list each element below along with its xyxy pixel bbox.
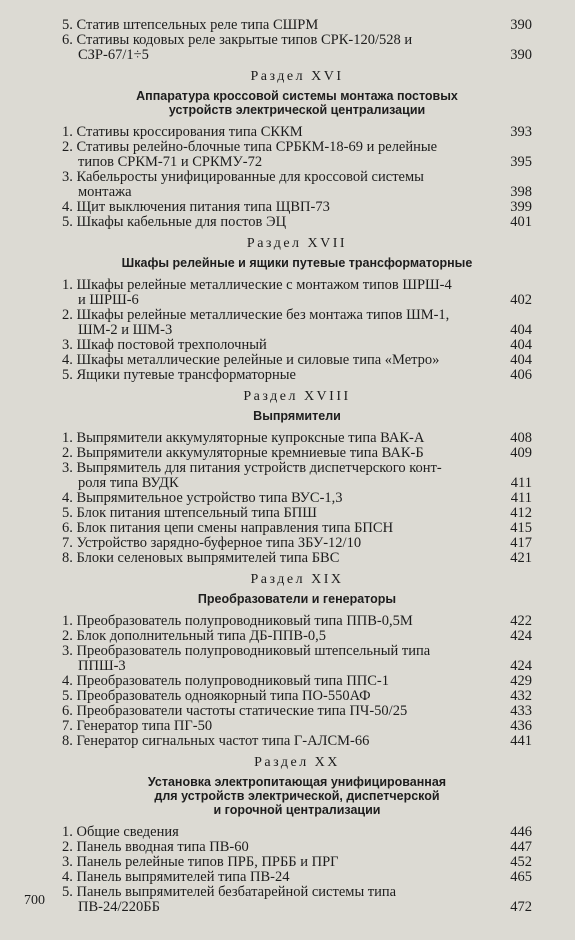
toc-entry-page: 399 — [510, 199, 532, 215]
toc-entry-title: 5. Шкафы кабельные для постов ЭЦ — [62, 214, 287, 230]
section-title-line: и горочной централизации — [213, 803, 381, 817]
toc-entry-title: 7. Генератор типа ПГ-50 — [62, 718, 213, 734]
toc-entry-page: 436 — [510, 718, 532, 734]
section-title — [62, 256, 532, 270]
toc-entry-title-continued: ПВ-24/220ББ — [78, 899, 160, 915]
toc-entry — [62, 536, 532, 551]
toc-entry-title: 1. Общие сведения — [62, 824, 179, 840]
toc-entry-title: 3. Панель релейные типов ПРБ, ПРББ и ПРГ — [62, 854, 339, 870]
toc-entry-title: 2. Шкафы релейные металлические без монтажа типов ШМ-1, — [62, 307, 450, 323]
section-title-line: Выпрямители — [253, 409, 341, 423]
toc-entry-page: 402 — [510, 292, 532, 308]
toc-entry-title: 5. Статив штепсельных реле типа СШРМ — [62, 17, 319, 33]
toc-entry-page: 424 — [510, 658, 532, 674]
toc-entry-title: 4. Панель выпрямителей типа ПВ-24 — [62, 869, 290, 885]
toc-entry — [62, 200, 532, 215]
toc-entry-title: 7. Устройство зарядно-буферное типа ЗБУ-12/10 — [62, 535, 362, 551]
section-heading: Раздел XVIII — [243, 389, 351, 404]
toc-entry — [62, 125, 532, 140]
toc-entry-title: 3. Выпрямитель для питания устройств диспетчерского конт- — [62, 460, 442, 476]
toc-entry-page: 417 — [510, 535, 532, 551]
toc-entry-page: 415 — [510, 520, 532, 536]
section-title — [62, 775, 532, 817]
toc-entry — [62, 885, 532, 915]
toc-entry-title: 1. Выпрямители аккумуляторные купроксные типа ВАК-А — [62, 430, 425, 446]
toc-entry-title: 1. Стативы кроссирования типа СККМ — [62, 124, 303, 140]
toc-entry-page: 404 — [510, 352, 532, 368]
toc-entry-title: 1. Преобразователь полупроводниковый типа ППВ-0,5М — [62, 613, 413, 629]
toc-entry-title-continued: и ШРШ-6 — [78, 292, 139, 308]
section-heading: Раздел XIX — [250, 572, 344, 587]
toc-entry — [62, 215, 532, 230]
toc-entry-title-continued: ППШ-3 — [78, 658, 126, 674]
toc-entry-page: 446 — [510, 824, 532, 840]
toc-entry-page: 393 — [510, 124, 532, 140]
toc-entry — [62, 368, 532, 383]
section-title-line: для устройств электрической, диспетчерской — [154, 789, 440, 803]
toc-entry-page: 421 — [510, 550, 532, 566]
toc-entry — [62, 18, 532, 33]
section-heading: Раздел XVII — [246, 236, 348, 251]
toc-entry-page: 390 — [510, 47, 532, 63]
toc-entry-title: 2. Стативы релейно-блочные типа СРБКМ-18-69 и релейные — [62, 139, 438, 155]
toc-entry — [62, 170, 532, 200]
toc-entry-title: 2. Выпрямители аккумуляторные кремниевые типа ВАК-Б — [62, 445, 424, 461]
toc-entry-page: 398 — [510, 184, 532, 200]
section-title-line: Преобразователи и генераторы — [197, 592, 397, 606]
toc-entry-page: 452 — [510, 854, 532, 870]
toc-entry — [62, 33, 532, 63]
toc-entry-page: 411 — [510, 475, 532, 491]
toc-entry-page: 447 — [510, 839, 532, 855]
toc-entry — [62, 825, 532, 840]
toc-entry-title: 4. Шкафы металлические релейные и силовые типа «Метро» — [62, 352, 440, 368]
toc-entry-page: 412 — [510, 505, 532, 521]
toc-entry — [62, 629, 532, 644]
toc-entry-title: 4. Щит выключения питания типа ЩВП-73 — [62, 199, 330, 215]
toc-entry-page: 406 — [510, 367, 532, 383]
toc-entry-title: 5. Ящики путевые трансформаторные — [62, 367, 296, 383]
toc-entry-title: 3. Преобразователь полупроводниковый штепсельный типа — [62, 643, 431, 659]
toc-entry — [62, 506, 532, 521]
toc-entry-page: 472 — [510, 899, 532, 915]
toc-entry-title: 5. Панель выпрямителей безбатарейной системы типа — [62, 884, 397, 900]
toc-entry-title: 2. Блок дополнительный типа ДБ-ППВ-0,5 — [62, 628, 327, 644]
toc-entry-title-continued: СЗР-67/1÷5 — [78, 47, 149, 63]
toc-entry-page: 408 — [510, 430, 532, 446]
toc-entry — [62, 338, 532, 353]
toc-entry-title: 3. Кабельросты унифицированные для кроссовой системы — [62, 169, 424, 185]
toc-entry-page: 390 — [510, 17, 532, 33]
toc-entry — [62, 551, 532, 566]
section-title — [62, 89, 532, 117]
section-title-line: Аппаратура кроссовой системы монтажа постовых — [136, 89, 458, 103]
toc-entry — [62, 719, 532, 734]
toc-entry — [62, 734, 532, 749]
toc-entry — [62, 614, 532, 629]
toc-entry — [62, 461, 532, 491]
table-of-contents — [62, 18, 532, 915]
toc-entry — [62, 278, 532, 308]
toc-entry-page: 404 — [510, 337, 532, 353]
toc-entry — [62, 644, 532, 674]
toc-entry-page: 429 — [510, 673, 532, 689]
page-number: 700 — [24, 893, 45, 908]
toc-entry-title: 6. Преобразователи частоты статические типа ПЧ-50/25 — [62, 703, 408, 719]
toc-entry — [62, 491, 532, 506]
toc-entry-title: 6. Блок питания цепи смены направления типа БПСН — [62, 520, 394, 536]
section-heading: Раздел XX — [254, 755, 340, 770]
toc-entry-page: 465 — [510, 869, 532, 885]
toc-entry-page: 422 — [510, 613, 532, 629]
toc-entry-page: 395 — [510, 154, 532, 170]
toc-entry-page: 441 — [510, 733, 532, 749]
toc-entry-page: 404 — [510, 322, 532, 338]
section-title — [62, 409, 532, 423]
section-title-line: устройств электрической централизации — [168, 103, 426, 117]
toc-entry — [62, 840, 532, 855]
toc-entry-title: 6. Стативы кодовых реле закрытые типов СРК-120/528 и — [62, 32, 413, 48]
toc-entry-title: 1. Шкафы релейные металлические с монтажом типов ШРШ-4 — [62, 277, 452, 293]
section-title-line: Шкафы релейные и ящики путевые трансформаторные — [121, 256, 473, 270]
toc-entry — [62, 674, 532, 689]
toc-entry — [62, 521, 532, 536]
toc-entry — [62, 689, 532, 704]
toc-entry-title: 5. Преобразователь одноякорный типа ПО-550АФ — [62, 688, 371, 704]
toc-entry-title: 4. Преобразователь полупроводниковый типа ППС-1 — [62, 673, 390, 689]
toc-entry — [62, 308, 532, 338]
toc-entry-title: 8. Генератор сигнальных частот типа Г-АЛСМ-66 — [62, 733, 370, 749]
section-heading: Раздел XVI — [250, 69, 344, 84]
toc-entry-page: 401 — [510, 214, 532, 230]
toc-entry-title: 8. Блоки селеновых выпрямителей типа БВС — [62, 550, 340, 566]
toc-entry — [62, 431, 532, 446]
toc-entry-title-continued: монтажа — [78, 184, 132, 200]
toc-entry-title: 5. Блок питания штепсельный типа БПШ — [62, 505, 317, 521]
toc-entry-page: 433 — [510, 703, 532, 719]
section-title-line: Установка электропитающая унифицированная — [147, 775, 447, 789]
toc-entry-page: 424 — [510, 628, 532, 644]
toc-entry-title: 4. Выпрямительное устройство типа ВУС-1,3 — [62, 490, 343, 506]
toc-entry-page: 411 — [510, 490, 532, 506]
toc-entry-page: 432 — [510, 688, 532, 704]
toc-entry-title-continued: ШМ-2 и ШМ-3 — [78, 322, 173, 338]
toc-entry-title: 3. Шкаф постовой трехполочный — [62, 337, 267, 353]
toc-entry — [62, 446, 532, 461]
toc-entry — [62, 140, 532, 170]
toc-entry-title-continued: типов СРКМ-71 и СРКМУ-72 — [78, 154, 263, 170]
toc-entry-title-continued: роля типа ВУДК — [78, 475, 179, 491]
toc-entry — [62, 855, 532, 870]
toc-entry — [62, 353, 532, 368]
toc-entry — [62, 870, 532, 885]
toc-entry-title: 2. Панель вводная типа ПВ-60 — [62, 839, 249, 855]
toc-entry — [62, 704, 532, 719]
toc-entry-page: 409 — [510, 445, 532, 461]
section-title — [62, 592, 532, 606]
